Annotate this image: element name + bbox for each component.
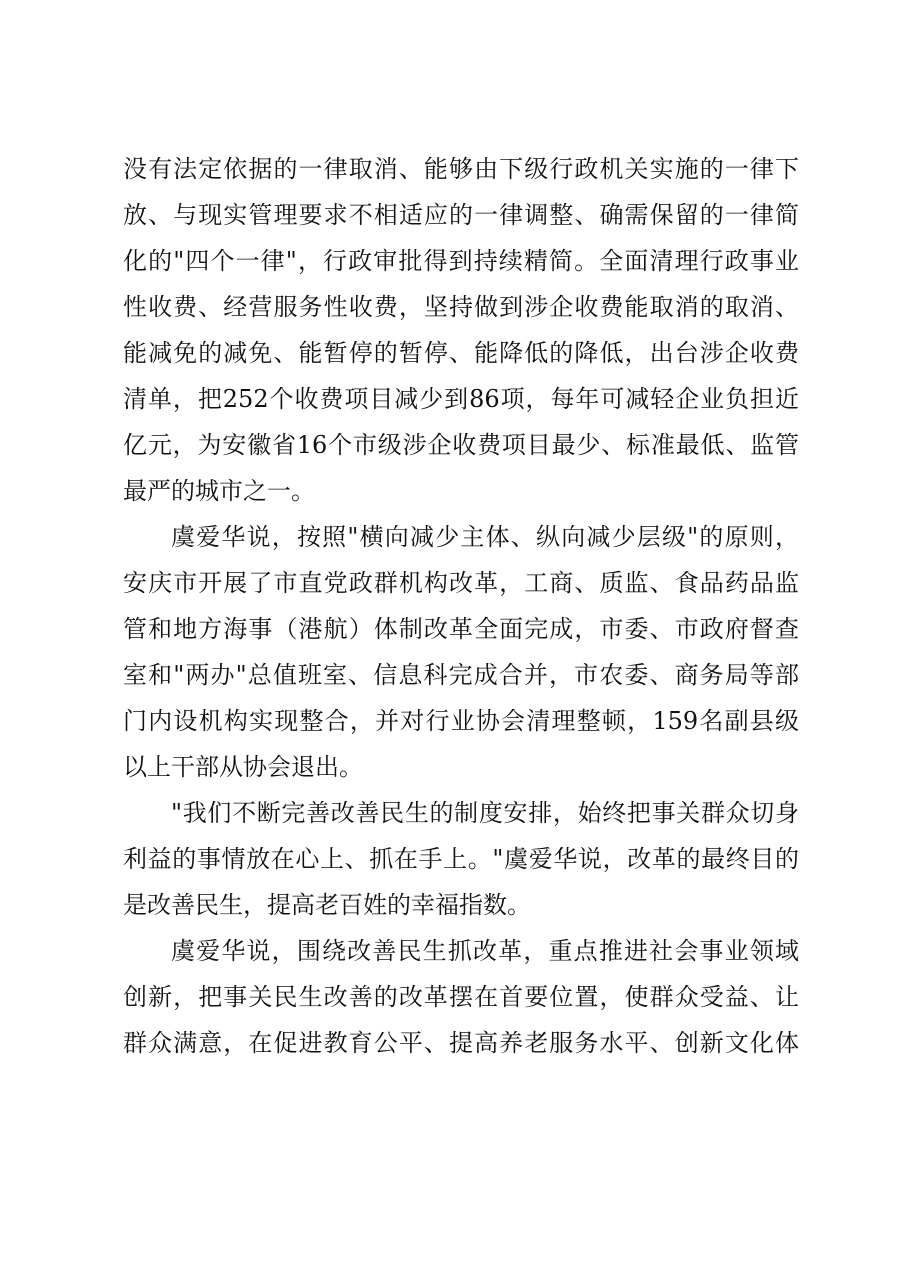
text-line: 亿元，为安徽省16个市级涉企收费项目最少、标准最低、监管	[123, 431, 799, 459]
text-line: 以上干部从协会退出。	[123, 753, 363, 781]
text-line: 群众满意，在促进教育公平、提高养老服务水平、创新文化体	[123, 1029, 799, 1057]
text-line: 最严的城市之一。	[123, 477, 315, 505]
text-line: 管和地方海事（港航）体制改革全面完成，市委、市政府督查	[123, 615, 799, 643]
text-line: 清单，把252个收费项目减少到86项，每年可减轻企业负担近	[123, 385, 799, 413]
text-line: 创新，把事关民生改善的改革摆在首要位置，使群众受益、让	[123, 983, 799, 1011]
text-line: 门内设机构实现整合，并对行业协会清理整顿，159名副县级	[123, 707, 799, 735]
text-line: 虞爱华说，围绕改善民生抓改革，重点推进社会事业领域	[171, 937, 799, 965]
text-line: 安庆市开展了市直党政群机构改革，工商、质监、食品药品监	[123, 569, 799, 597]
paragraph-2	[123, 514, 799, 790]
text-line: 没有法定依据的一律取消、能够由下级行政机关实施的一律下	[123, 155, 799, 183]
paragraph-3	[123, 790, 799, 928]
text-line: 室和"两办"总值班室、信息科完成合并，市农委、商务局等部	[123, 661, 799, 689]
text-line: 是改善民生，提高老百姓的幸福指数。	[123, 891, 531, 919]
document-page	[123, 146, 799, 1066]
text-line: 虞爱华说，按照"横向减少主体、纵向减少层级"的原则，	[171, 523, 799, 551]
text-line: 能减免的减免、能暂停的暂停、能降低的降低，出台涉企收费	[123, 339, 799, 367]
text-line: "我们不断完善改善民生的制度安排，始终把事关群众切身	[171, 799, 799, 827]
paragraph-1	[123, 146, 799, 514]
text-line: 性收费、经营服务性收费，坚持做到涉企收费能取消的取消、	[123, 293, 799, 321]
text-line: 化的"四个一律"，行政审批得到持续精简。全面清理行政事业	[123, 247, 799, 275]
paragraph-4	[123, 928, 799, 1066]
text-line: 放、与现实管理要求不相适应的一律调整、确需保留的一律简	[123, 201, 799, 229]
text-line: 利益的事情放在心上、抓在手上。"虞爱华说，改革的最终目的	[123, 845, 799, 873]
